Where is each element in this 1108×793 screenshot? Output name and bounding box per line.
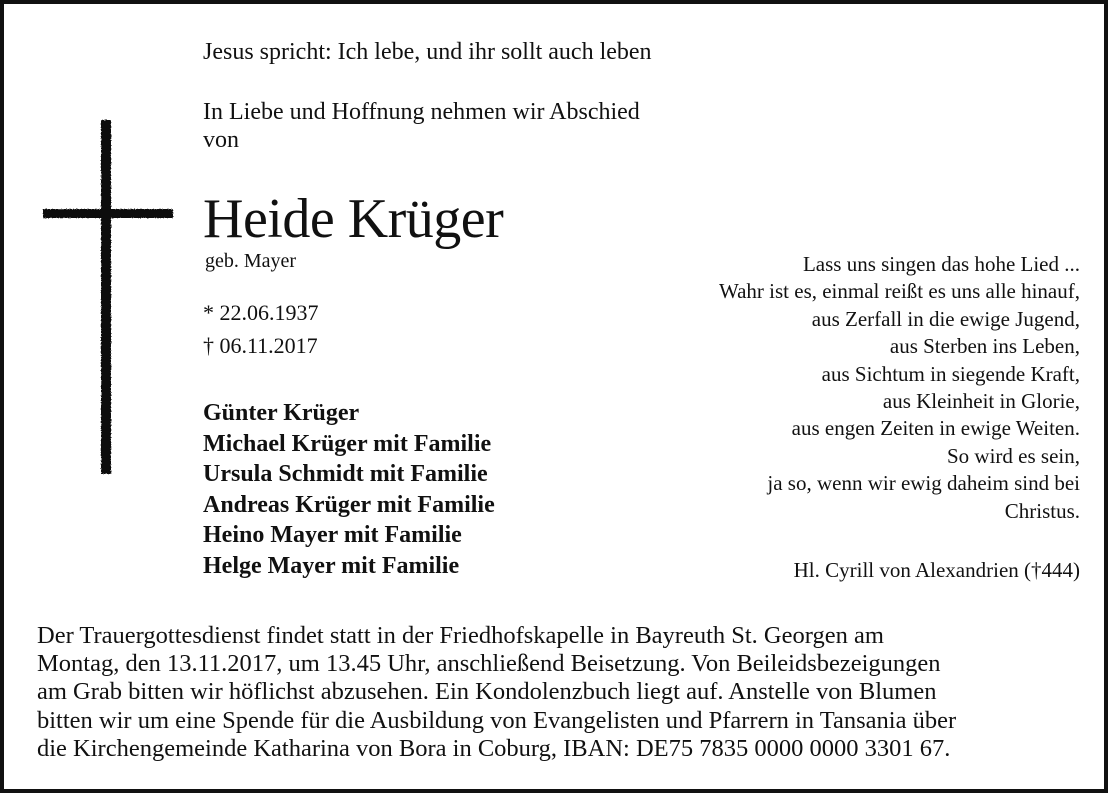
poem-line: aus engen Zeiten in ewige Weiten.	[791, 416, 1080, 441]
service-notice	[37, 622, 956, 763]
poem-line: aus Sterben ins Leben,	[889, 334, 1080, 359]
intro-line: von	[203, 127, 239, 153]
service-line: Der Trauergottesdienst findet statt in der Friedhofskapelle in Bayreuth St. Georgen am	[37, 622, 884, 649]
poem-attribution: Hl. Cyrill von Alexandrien (†444)	[793, 558, 1080, 582]
poem-line: aus Sichtum in siegende Kraft,	[821, 361, 1080, 386]
service-line: am Grab bitten wir höflichst abzusehen. Ein Kondolenzbuch liegt auf. Anstelle von Blumen	[37, 678, 937, 706]
death-date: † 06.11.2017	[203, 333, 318, 358]
deceased-name: Heide Krüger	[203, 188, 504, 250]
poem-line: ja so, wenn wir ewig daheim sind bei	[767, 471, 1080, 496]
bible-motto: Jesus spricht: Ich lebe, und ihr sollt auch leben	[203, 39, 652, 65]
intro-line: In Liebe und Hoffnung nehmen wir Abschied	[203, 99, 640, 125]
poem-line: aus Zerfall in die ewige Jugend,	[811, 306, 1080, 331]
mourner: Ursula Schmidt mit Familie	[203, 461, 488, 487]
cross-icon	[40, 115, 175, 490]
maiden-name: geb. Mayer	[205, 250, 297, 272]
mourner: Michael Krüger mit Familie	[203, 430, 492, 457]
poem	[719, 251, 1080, 525]
service-line: Montag, den 13.11.2017, um 13.45 Uhr, anschließend Beisetzung. Von Beileidsbezeigungen	[37, 650, 941, 678]
poem-line: Lass uns singen das hohe Lied ...	[802, 252, 1080, 276]
mourners-list	[203, 398, 495, 581]
poem-line: Wahr ist es, einmal reißt es uns alle hinauf,	[718, 279, 1080, 304]
mourner: Heino Mayer mit Familie	[203, 522, 462, 548]
mourner: Günter Krüger	[203, 400, 360, 426]
service-line: bitten wir um eine Spende für die Ausbildung von Evangelisten und Pfarrern in Tansania über	[37, 706, 957, 734]
mourner: Andreas Krüger mit Familie	[203, 491, 495, 518]
service-line: die Kirchengemeinde Katharina von Bora in Coburg, IBAN: DE75 7835 0000 0000 3301 67.	[37, 734, 951, 762]
poem-line: Christus.	[1004, 498, 1080, 523]
life-dates	[203, 296, 319, 362]
poem-line: So wird es sein,	[947, 443, 1080, 468]
poem-line: aus Kleinheit in Glorie,	[882, 389, 1080, 414]
birth-date: * 22.06.1937	[203, 300, 319, 325]
mourner: Helge Mayer mit Familie	[203, 552, 460, 579]
farewell-intro	[203, 98, 640, 154]
